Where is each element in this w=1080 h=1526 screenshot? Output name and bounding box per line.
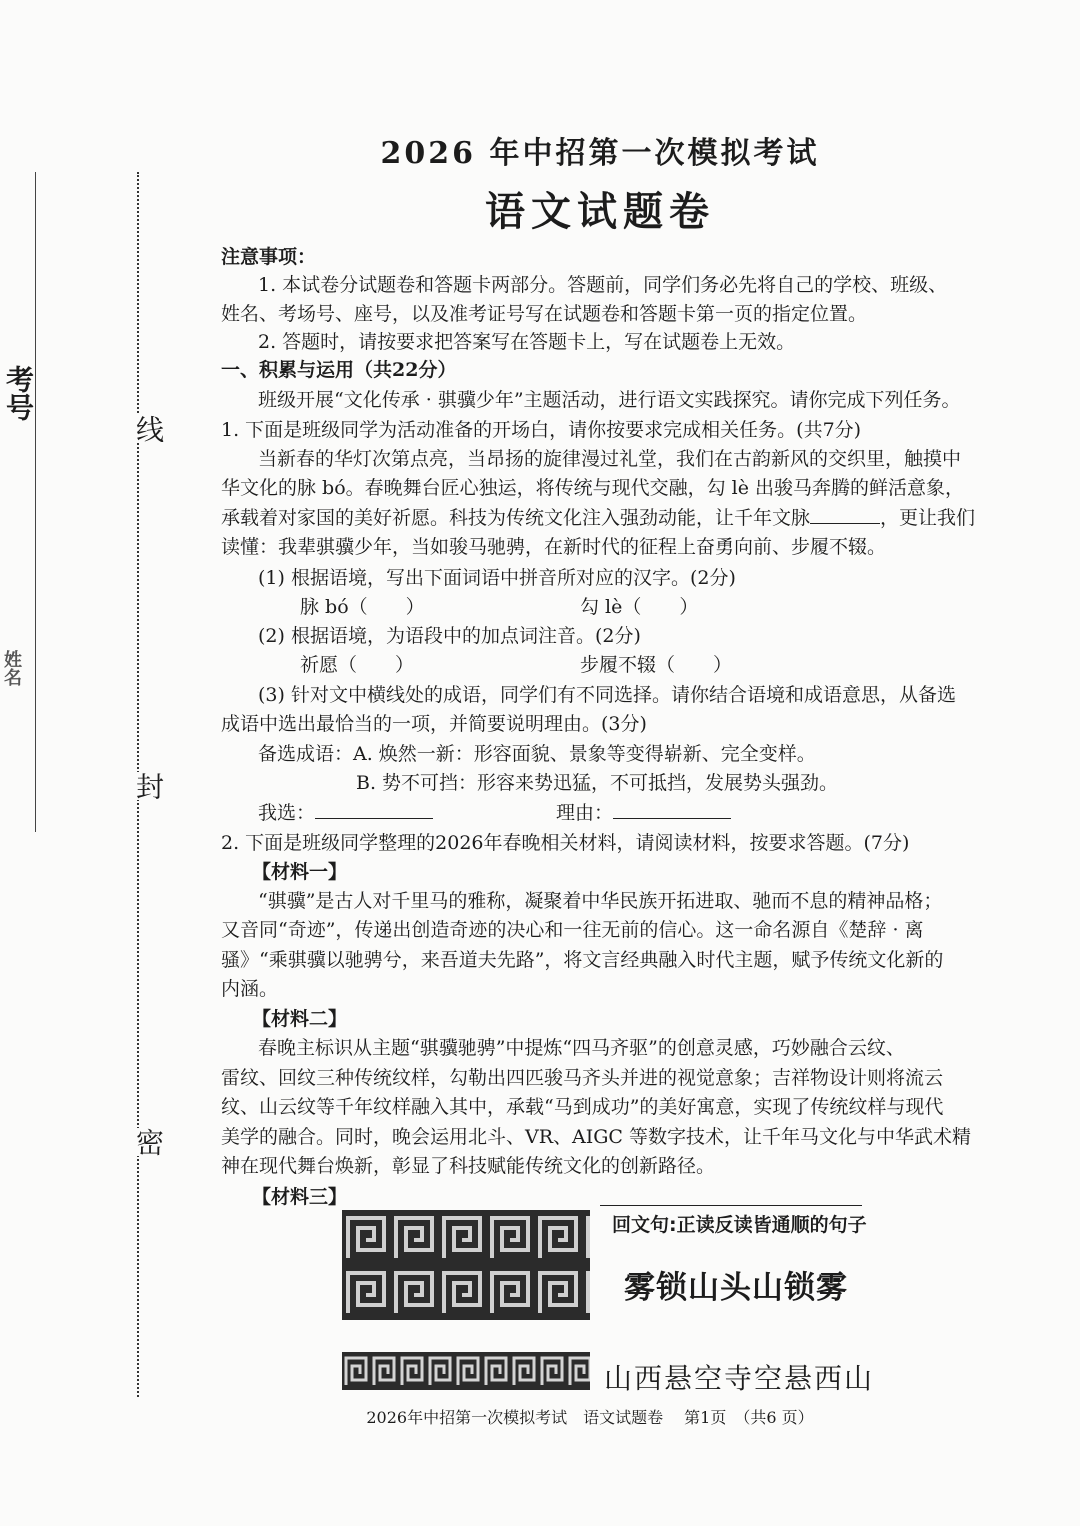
reason-text: 理由： bbox=[556, 802, 614, 824]
sub-question-2: (2) 根据语境，为语段中的加点词注音。(2分) bbox=[258, 625, 641, 647]
notice-line-2: 姓名、考场号、座号，以及准考证号写在试题卷和答题卡第一页的指定位置。 bbox=[221, 303, 868, 325]
palindrome-example-1: 雾锁山头山锁雾 bbox=[624, 1270, 848, 1306]
sub-question-3-line-1: (3) 针对文中横线处的成语，同学们有不同选择。请你结合语境和成语意思，从备选 bbox=[258, 684, 956, 706]
material-2-line-1: 春晚主标识从主题“骐骥驰骋”中提炼“四马齐驱”的创意灵感，巧妙融合云纹、 bbox=[258, 1037, 905, 1059]
option-b: B. 势不可挡：形容来势迅猛，不可抵挡，发展势头强劲。 bbox=[356, 772, 839, 794]
palindrome-definition: 回文句:正读反读皆通顺的句子 bbox=[612, 1214, 867, 1236]
q1-passage-line-3 bbox=[221, 503, 975, 533]
q1-passage-line-3a: 承载着对家国的美好祈愿。科技为传统文化注入强劲动能，让千年文脉 bbox=[221, 507, 811, 529]
paper-subtitle: 语文试题卷 bbox=[485, 188, 715, 235]
sub-question-3-line-2: 成语中选出最恰当的一项，并简要说明理由。(3分) bbox=[221, 713, 647, 735]
sub-question-1a: 脉 bó（ ） bbox=[300, 596, 425, 618]
material-3-label: 【材料三】 bbox=[252, 1186, 348, 1208]
side-label-feng: 封 bbox=[128, 772, 168, 800]
side-label-xian: 线 bbox=[128, 415, 168, 443]
sub-question-1: (1) 根据语境，写出下面词语中拼音所对应的汉字。(2分) bbox=[258, 567, 736, 589]
question-2-stem: 2. 下面是班级同学整理的2026年春晚相关材料，请阅读材料，按要求答题。(7分) bbox=[221, 832, 910, 854]
q1-passage-line-4: 读懂：我辈骐骥少年，当如骏马驰骋，在新时代的征程上奋勇向前、步履不辍。 bbox=[221, 536, 887, 558]
sub-question-2a: 祈愿（ ） bbox=[300, 654, 415, 676]
exam-title: 2026 年中招第一次模拟考试 bbox=[380, 136, 820, 171]
q1-passage-line-3b: ，更让我们 bbox=[880, 507, 976, 529]
choose-blank bbox=[315, 800, 433, 819]
q1-passage-line-2: 华文化的脉 bó。春晚舞台匠心独运，将传统与现代交融，勾 lè 出骏马奔腾的鲜活意象， bbox=[221, 477, 965, 499]
side-label-kaohao: 考号 bbox=[2, 365, 35, 421]
reason-blank bbox=[613, 800, 731, 819]
meander-pattern-strip bbox=[342, 1352, 590, 1390]
palindrome-example-2: 山西悬空寺空悬西山 bbox=[604, 1362, 875, 1395]
material-1-label: 【材料一】 bbox=[252, 861, 348, 883]
choose-label bbox=[258, 798, 433, 828]
material-1-line-4: 内涵。 bbox=[221, 978, 279, 1000]
sub-question-1b: 勾 lè（ ） bbox=[580, 596, 699, 618]
side-label-name: 姓名 bbox=[1, 650, 22, 686]
material-2-line-2: 雷纹、回纹三种传统纹样，勾勒出四匹骏马齐头并进的视觉意象；吉祥物设计则将流云 bbox=[221, 1067, 944, 1089]
material-2-label: 【材料二】 bbox=[252, 1008, 348, 1030]
idiom-blank bbox=[810, 505, 880, 524]
meander-pattern-large bbox=[342, 1210, 590, 1320]
page-footer: 2026年中招第一次模拟考试 语文试题卷 第1页 （共6 页） bbox=[366, 1408, 814, 1427]
section1-heading: 一、积累与运用（共22分） bbox=[221, 359, 457, 381]
material-2-line-5: 神在现代舞台焕新，彰显了科技赋能传统文化的创新路径。 bbox=[221, 1155, 716, 1177]
material-1-line-1: “骐骥”是古人对千里马的雅称，凝聚着中华民族开拓进取、驰而不息的精神品格； bbox=[258, 890, 943, 912]
notice-heading: 注意事项： bbox=[221, 246, 317, 268]
material-2-line-3: 纹、山云纹等千年纹样融入其中，承载“马到成功”的美好寓意，实现了传统纹样与现代 bbox=[221, 1096, 944, 1118]
side-label-mi: 密 bbox=[128, 1128, 168, 1156]
option-a: 备选成语：A. 焕然一新：形容面貌、景象等变得崭新、完全变样。 bbox=[258, 743, 816, 765]
sub-question-2b: 步履不辍（ ） bbox=[580, 654, 733, 676]
section1-intro: 班级开展“文化传承 · 骐骥少年”主题活动，进行语文实践探究。请你完成下列任务。 bbox=[258, 389, 961, 411]
notice-line-3: 2. 答题时，请按要求把答案写在答题卡上，写在试题卷上无效。 bbox=[258, 331, 796, 353]
binding-solid-line bbox=[35, 172, 36, 832]
notice-line-1: 1. 本试卷分试题卷和答题卡两部分。答题前，同学们务必先将自己的学校、班级、 bbox=[258, 274, 948, 296]
panel-title-underline bbox=[600, 1205, 862, 1206]
material-1-line-2: 又音同“奇迹”，传递出创造奇迹的决心和一往无前的信心。这一命名源自《楚辞 · 离 bbox=[221, 919, 924, 941]
material-2-line-4: 美学的融合。同时，晚会运用北斗、VR、AIGC 等数字技术，让千年马文化与中华武术精 bbox=[221, 1126, 972, 1148]
q1-passage-line-1: 当新春的华灯次第点亮，当昂扬的旋律漫过礼堂，我们在古韵新风的交织里，触摸中 bbox=[258, 448, 962, 470]
question-1-stem: 1. 下面是班级同学为活动准备的开场白，请你按要求完成相关任务。(共7分) bbox=[221, 419, 862, 441]
choose-text: 我选： bbox=[258, 802, 316, 824]
material-1-line-3: 骚》“乘骐骥以驰骋兮，来吾道夫先路”，将文言经典融入时代主题，赋予传统文化新的 bbox=[221, 949, 944, 971]
reason-label bbox=[556, 798, 731, 828]
